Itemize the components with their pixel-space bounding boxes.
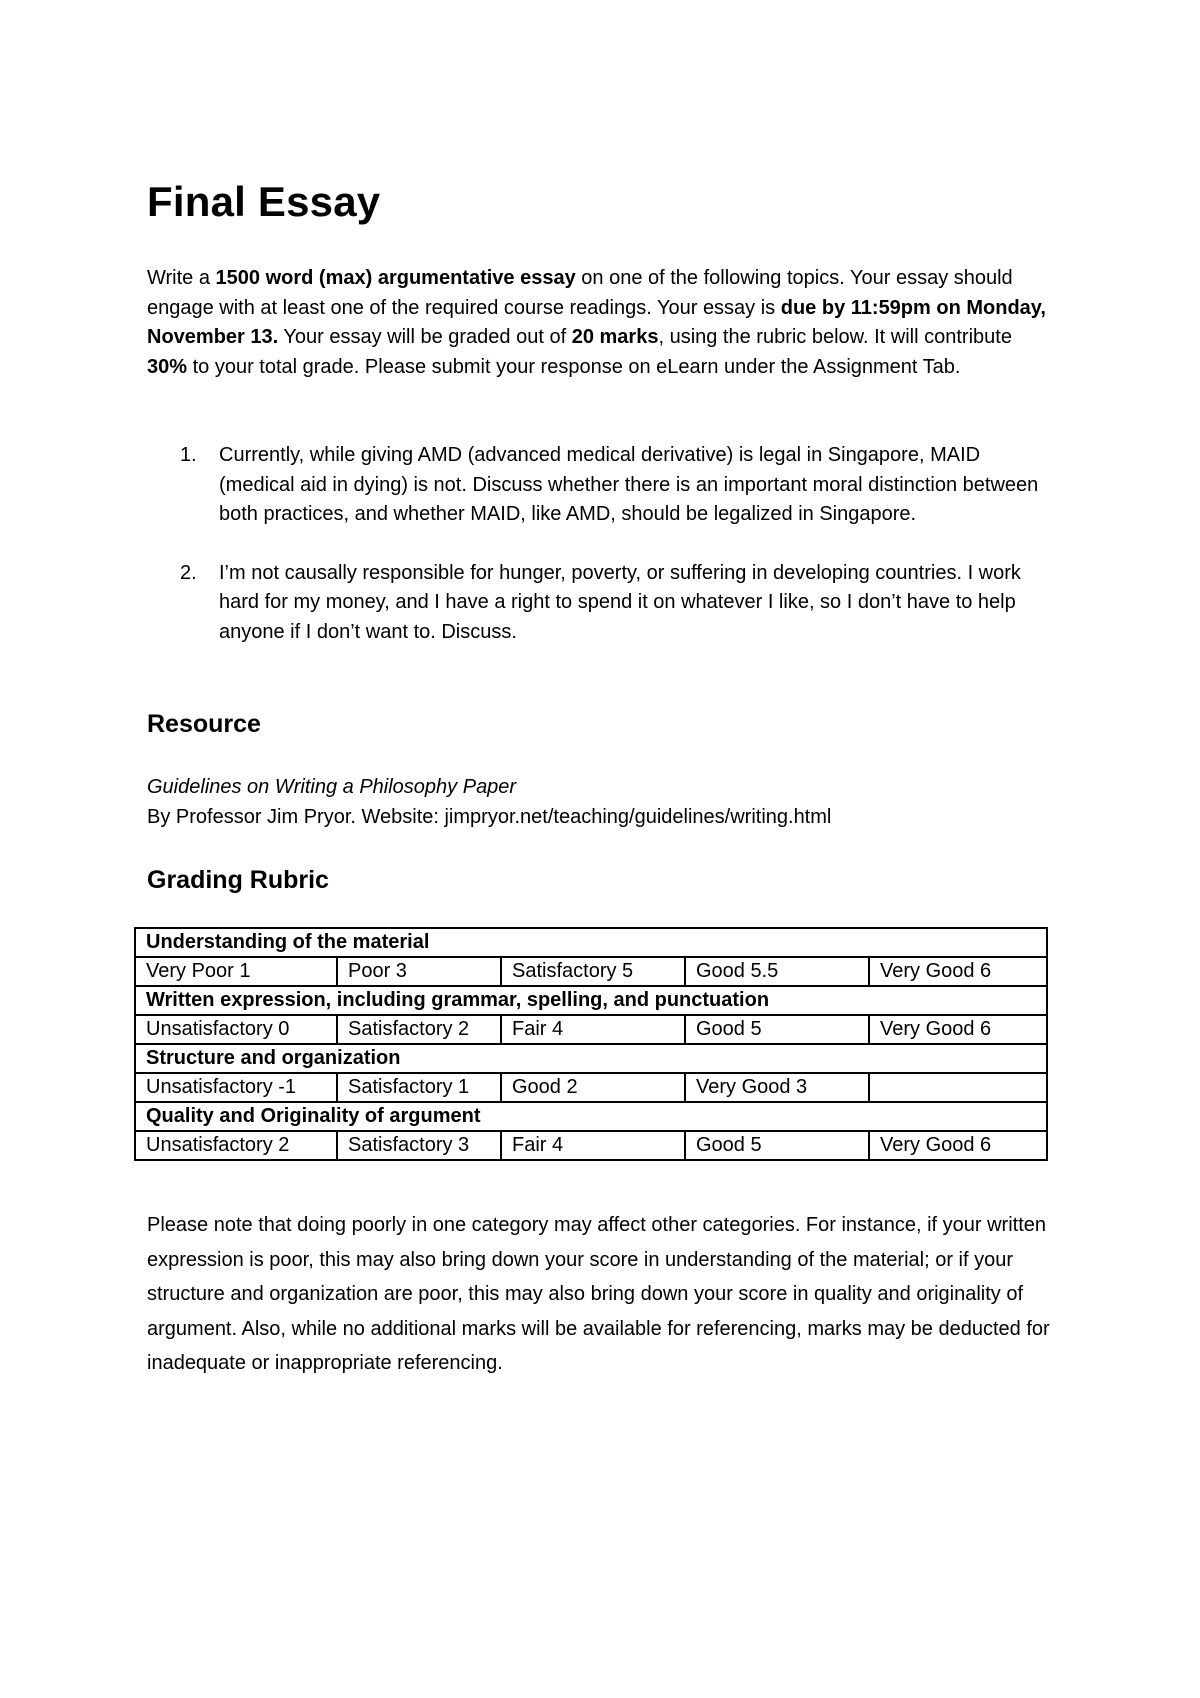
rubric-level-cell: Good 5 (685, 1015, 869, 1044)
rubric-level-cell: Good 5.5 (685, 957, 869, 986)
topic-item (147, 441, 1039, 530)
rubric-category-row (135, 928, 1047, 957)
rubric-category: Structure and organization (135, 1044, 1047, 1073)
rubric-level-cell: Very Good 6 (869, 957, 1047, 986)
rubric-heading: Grading Rubric (147, 866, 329, 894)
rubric-level-cell: Fair 4 (501, 1131, 685, 1160)
intro-text: Your essay will be graded out of (278, 326, 572, 348)
rubric-level-cell: Good 2 (501, 1073, 685, 1102)
topic-number: 2. (180, 561, 197, 584)
rubric-level-cell: Satisfactory 3 (337, 1131, 501, 1160)
rubric-level-cell: Very Good 6 (869, 1015, 1047, 1044)
intro-weight: 30% (147, 355, 188, 378)
rubric-level-cell: Satisfactory 2 (337, 1015, 501, 1044)
intro-due-date: due by 11:59pm on Monday, November 13. (147, 296, 1046, 348)
grading-rubric-table (134, 927, 1048, 1161)
rubric-level-cell: Very Good 3 (685, 1073, 869, 1102)
topic-list (147, 441, 1067, 676)
rubric-level-cell: Satisfactory 5 (501, 957, 685, 986)
page-title: Final Essay (147, 178, 381, 225)
resource-title: Guidelines on Writing a Philosophy Paper (147, 776, 517, 798)
rubric-levels-row (135, 1015, 1047, 1044)
resource-heading: Resource (147, 710, 261, 738)
intro-marks: 20 marks (571, 326, 659, 348)
intro-text: to your total grade. Please submit your response on eLearn under the Assignment Tab. (187, 355, 961, 378)
intro-text: Write a (147, 267, 216, 289)
rubric-level-cell: Fair 4 (501, 1015, 685, 1044)
rubric-levels-row (135, 957, 1047, 986)
rubric-level-cell: Good 5 (685, 1131, 869, 1160)
topic-text: I’m not causally responsible for hunger, poverty, or suffering in developing countries. I work hard for my money, and I have a right to spend it on whatever I like, so I don’t have to help anyone if I don’t want to. Discuss. (219, 561, 1021, 643)
topic-number: 1. (180, 444, 197, 466)
rubric-level-cell: Poor 3 (337, 957, 501, 986)
rubric-category-row (135, 1102, 1047, 1131)
rubric-level-cell: Unsatisfactory -1 (135, 1073, 337, 1102)
intro-text: , using the rubric below. It will contribute (658, 326, 1012, 348)
topic-item (147, 559, 1039, 648)
rubric-level-cell: Satisfactory 1 (337, 1073, 501, 1102)
rubric-category-row (135, 986, 1047, 1015)
rubric-category: Understanding of the material (135, 928, 1047, 957)
rubric-category-row (135, 1044, 1047, 1073)
rubric-level-cell: Very Poor 1 (135, 957, 337, 986)
topic-text: Currently, while giving AMD (advanced medical derivative) is legal in Singapore, MAID (medical aid in dying) is not. Discuss whether there is an important moral distinction between both practices, and whether MAID, like AMD, should be legalized in Singapore. (219, 444, 1039, 525)
intro-word-limit: 1500 word (max) argumentative essay (215, 267, 576, 289)
rubric-level-cell: Unsatisfactory 2 (135, 1131, 337, 1160)
rubric-level-cell: Very Good 6 (869, 1131, 1047, 1160)
intro-text: on one of the following topics. Your essay should engage with at least one of the required course readings. Your essay is (147, 267, 1013, 319)
assignment-instructions (147, 264, 1047, 382)
rubric-level-cell: Unsatisfactory 0 (135, 1015, 337, 1044)
rubric-level-cell (869, 1073, 1047, 1102)
rubric-category: Written expression, including grammar, spelling, and punctuation (135, 986, 1047, 1015)
rubric-category: Quality and Originality of argument (135, 1102, 1047, 1131)
rubric-levels-row (135, 1073, 1047, 1102)
rubric-levels-row (135, 1131, 1047, 1160)
resource-byline: By Professor Jim Pryor. Website: jimpryor.net/teaching/guidelines/writing.html (147, 806, 832, 828)
grading-note: Please note that doing poorly in one category may affect other categories. For instance, if your written expression is poor, this may also bring down your score in understanding of the material; or if your structure and organization are poor, this may also bring down your score in quality and originality of argument. Also, while no additional marks will be available for referencing, marks may be deducted for inadequate or inappropriate referencing. (147, 1214, 1050, 1374)
